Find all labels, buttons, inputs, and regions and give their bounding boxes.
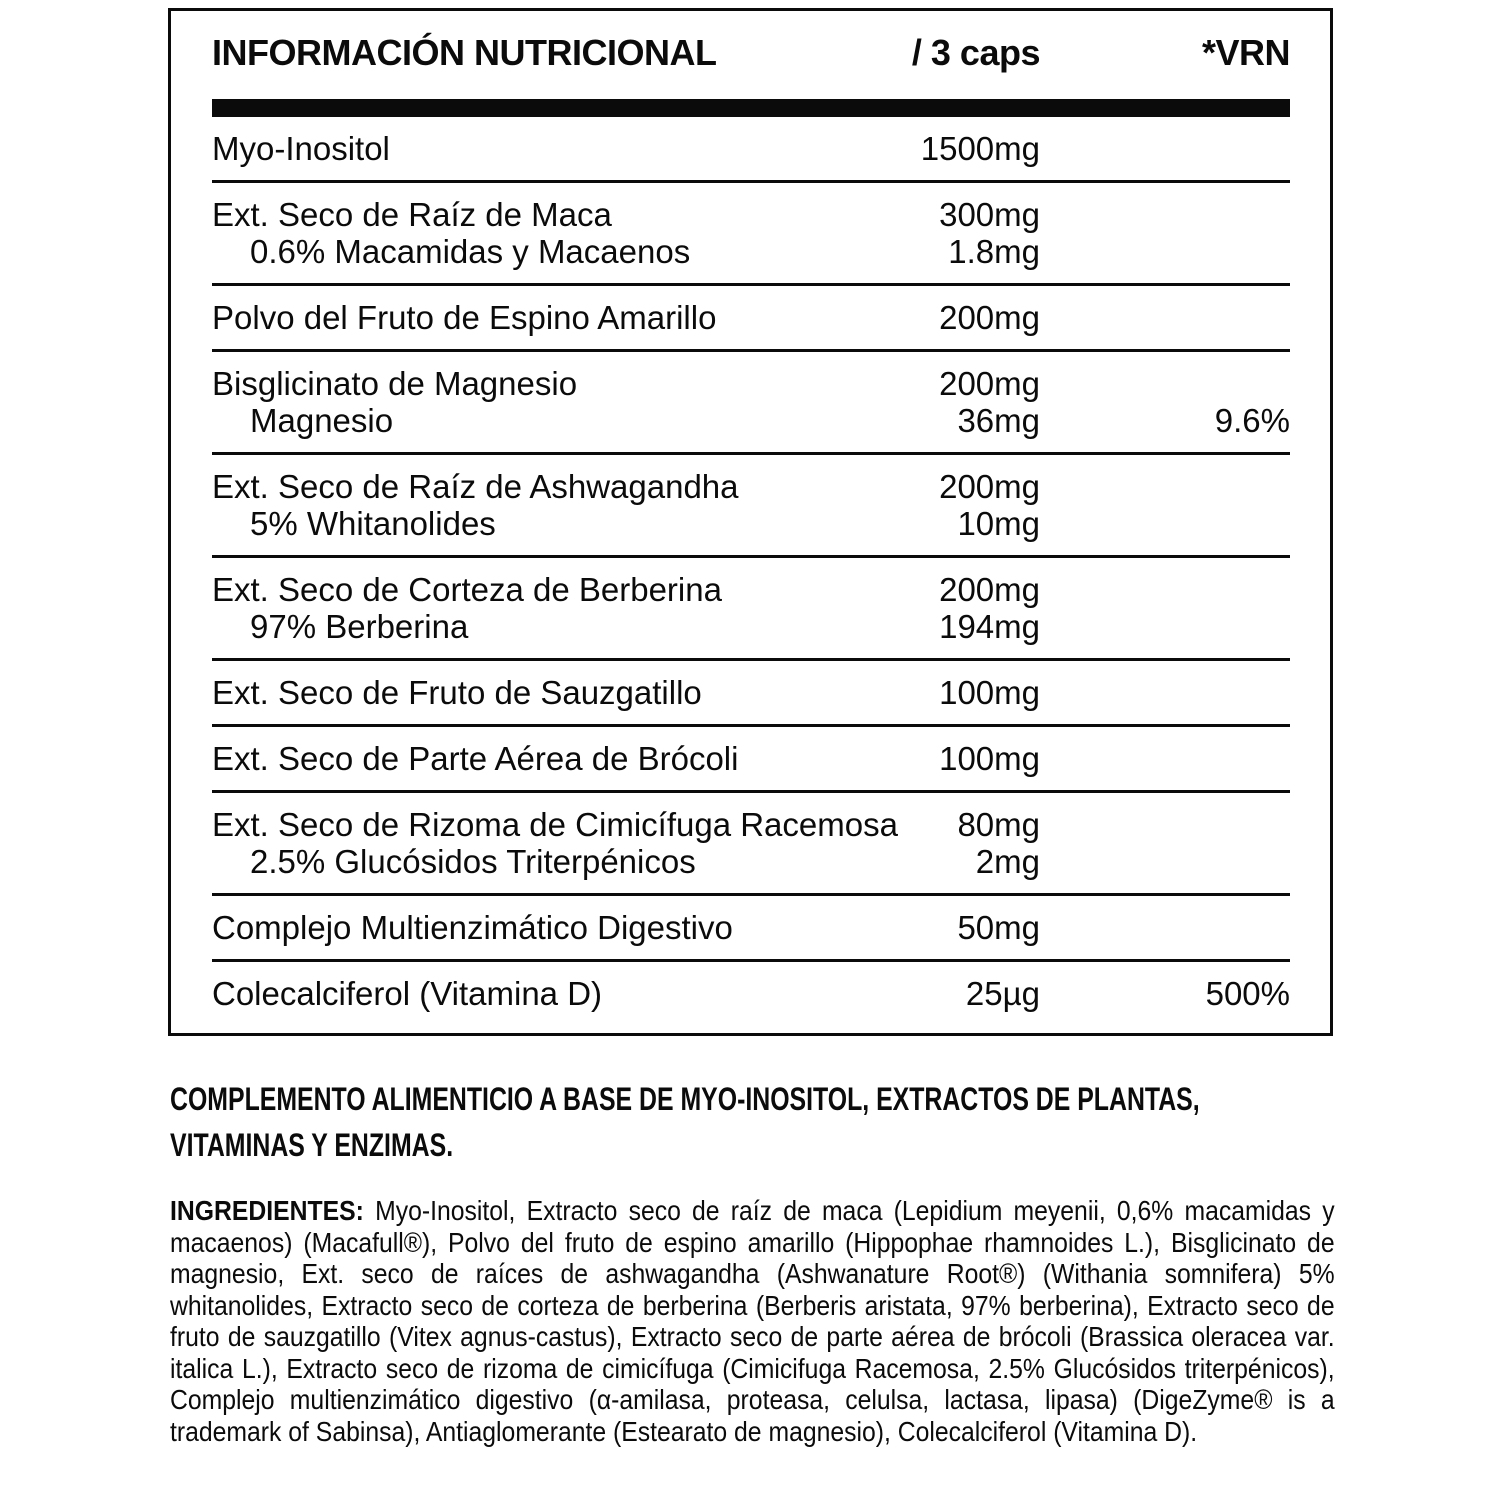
ingredient-name: Ext. Seco de Rizoma de Cimicífuga Racemosa [212, 806, 898, 843]
nutrition-row-line [212, 571, 1290, 608]
ingredient-vrn: 500% [1205, 975, 1290, 1012]
ingredient-name: Bisglicinato de Magnesio [212, 365, 578, 402]
ingredient-amount: 300mg [939, 196, 1040, 233]
nutrition-row [212, 896, 1290, 962]
nutrition-row-line [212, 975, 1290, 1012]
nutrition-row-line [212, 740, 1290, 777]
ingredient-amount: 36mg [957, 402, 1040, 439]
nutrition-row [212, 793, 1290, 896]
ingredient-name: Colecalciferol (Vitamina D) [212, 975, 603, 1012]
nutrition-row-line [212, 130, 1290, 167]
nutrition-row [212, 558, 1290, 661]
ingredient-vrn: 9.6% [1214, 402, 1290, 439]
ingredient-amount: 200mg [939, 365, 1040, 402]
ingredient-name: Polvo del Fruto de Espino Amarillo [212, 299, 717, 336]
nutrition-row-line [212, 299, 1290, 336]
label-bottom-text [170, 1076, 1335, 1447]
ingredient-name: Ext. Seco de Corteza de Berberina [212, 571, 722, 608]
nutrition-row-line [212, 909, 1290, 946]
nutrition-row [212, 286, 1290, 352]
ingredient-name: Magnesio [250, 402, 394, 439]
ingredient-name: 97% Berberina [250, 608, 469, 645]
ingredient-name: 5% Whitanolides [250, 505, 496, 542]
nutrition-row-line [212, 806, 1290, 843]
ingredient-name: Myo-Inositol [212, 130, 390, 167]
ingredient-name: 0.6% Macamidas y Macaenos [250, 233, 691, 270]
nutrition-rows [212, 117, 1290, 1025]
ingredients-label: INGREDIENTES: [170, 1195, 364, 1226]
ingredient-amount: 200mg [939, 571, 1040, 608]
ingredient-amount: 100mg [939, 740, 1040, 777]
nutrition-row [212, 455, 1290, 558]
ingredient-amount: 1.8mg [948, 233, 1040, 270]
ingredients-paragraph [170, 1195, 1335, 1447]
nutrition-table-header [212, 31, 1290, 75]
ingredient-amount: 2mg [975, 843, 1040, 880]
nutrition-row [212, 727, 1290, 793]
nutrition-title: INFORMACIÓN NUTRICIONAL [212, 32, 717, 73]
nutrition-row-line [212, 674, 1290, 711]
vrn-column-header: *VRN [1201, 32, 1290, 73]
nutrition-row [212, 962, 1290, 1025]
ingredient-amount: 1500mg [920, 130, 1040, 167]
ingredient-name: Ext. Seco de Raíz de Maca [212, 196, 612, 233]
nutrition-row-line [212, 233, 1290, 270]
ingredient-name: 2.5% Glucósidos Triterpénicos [250, 843, 696, 880]
nutrition-row-line [212, 468, 1290, 505]
nutrition-row [212, 117, 1290, 183]
nutrition-row [212, 352, 1290, 455]
ingredient-name: Complejo Multienzimático Digestivo [212, 909, 733, 946]
nutrition-row [212, 183, 1290, 286]
ingredient-amount: 194mg [939, 608, 1040, 645]
nutrition-row-line [212, 365, 1290, 402]
ingredients-text: Myo-Inositol, Extracto seco de raíz de maca (Lepidium meyenii, 0,6% macamidas y macaenos) (Macafull®), Polvo del fruto de espino amarillo (Hippophae rhamnoides L.), Bisglicinato de magnesio, Ext. seco de raíces de ashwagandha (Ashwanature Root®) (Withania somnifera) 5% whitanolides, Extracto seco de corteza de berberina (Berberis aristata, 97% berberina), Extracto seco de fruto de sauzgatillo (Vitex agnus-castus), Extracto seco de parte aérea de brócoli (Brassica oleracea var. italica L.), Extracto seco de rizoma de cimicífuga (Cimicifuga Racemosa, 2.5% Glucósidos triterpénicos), Complejo multienzimático digestivo (α-amilasa, proteasa, celulsa, lactasa, lipasa) (DigeZyme® is a trademark of Sabinsa), Antiaglomerante (Estearato de magnesio), Colecalciferol (Vitamina D). [170, 1195, 1335, 1447]
ingredient-name: Ext. Seco de Fruto de Sauzgatillo [212, 674, 702, 711]
nutrition-row-line [212, 608, 1290, 645]
ingredient-amount: 200mg [939, 468, 1040, 505]
header-divider-bar [212, 99, 1290, 117]
ingredient-name: Ext. Seco de Raíz de Ashwagandha [212, 468, 739, 505]
ingredient-amount: 10mg [957, 505, 1040, 542]
ingredient-amount: 100mg [939, 674, 1040, 711]
nutrition-row [212, 661, 1290, 727]
ingredient-amount: 50mg [957, 909, 1040, 946]
nutrition-facts-panel [168, 8, 1333, 1036]
nutrition-row-line [212, 196, 1290, 233]
ingredient-name: Ext. Seco de Parte Aérea de Brócoli [212, 740, 739, 777]
serving-size-header: / 3 caps [911, 32, 1040, 73]
ingredient-amount: 25µg [965, 975, 1040, 1012]
ingredient-amount: 80mg [957, 806, 1040, 843]
nutrition-row-line [212, 402, 1290, 439]
ingredient-amount: 200mg [939, 299, 1040, 336]
nutrition-row-line [212, 505, 1290, 542]
nutrition-row-line [212, 843, 1290, 880]
supplement-description: COMPLEMENTO ALIMENTICIO A BASE DE MYO-INOSITOL, EXTRACTOS DE PLANTAS, VITAMINAS Y ENZIMAS. [170, 1081, 1200, 1163]
